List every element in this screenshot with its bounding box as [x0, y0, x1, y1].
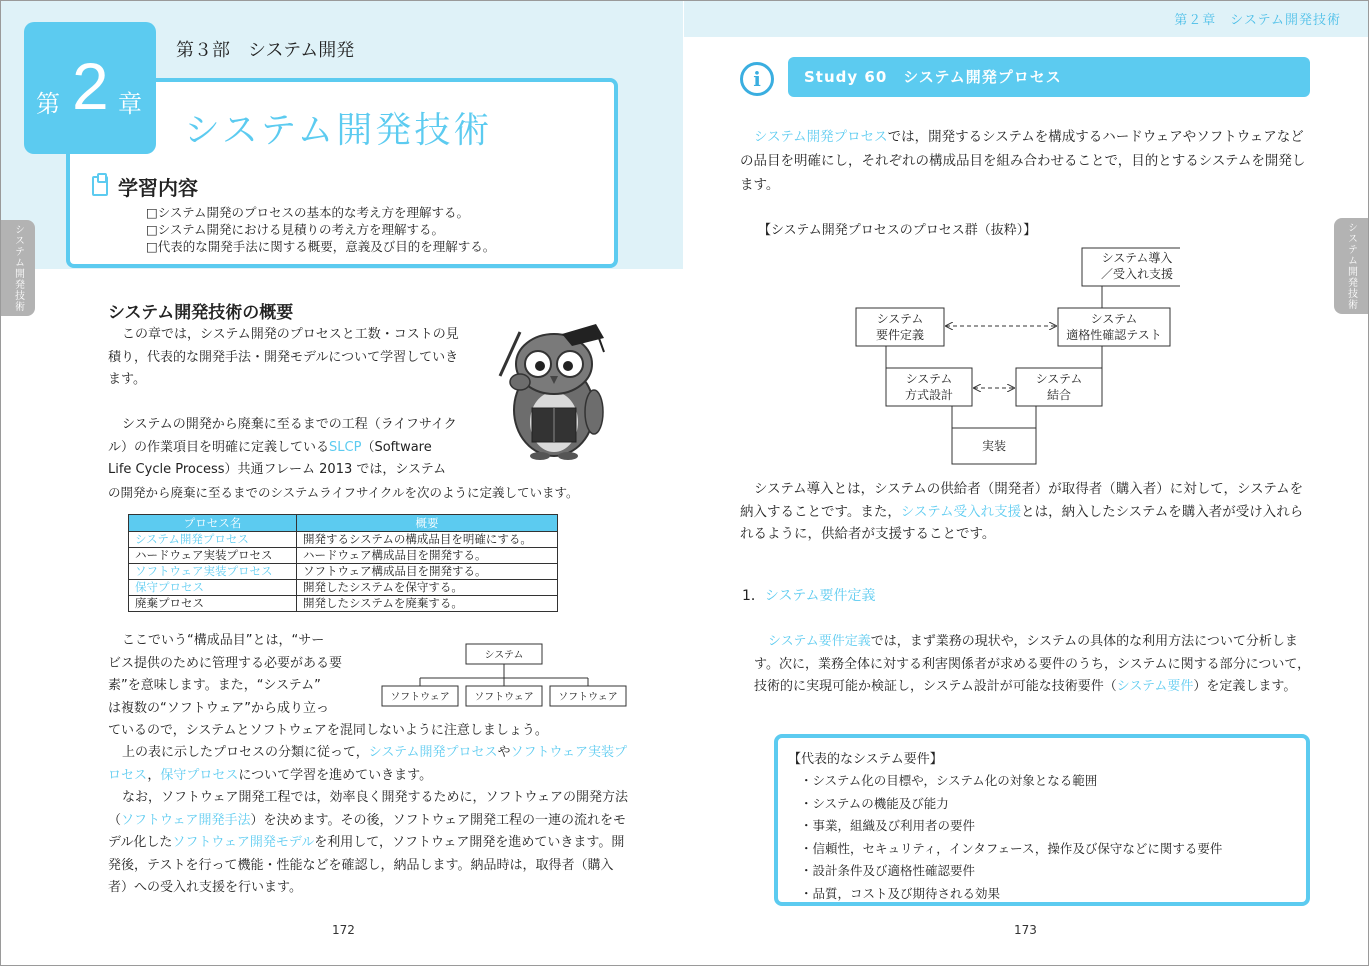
list-item: ・ システム化の目標や，システム化の対象となる範囲: [812, 770, 1222, 793]
page-number-left: 172: [332, 923, 355, 937]
requirements-list: [812, 770, 1222, 905]
table-row: [129, 548, 558, 564]
requirements-box-title: 【代表的なシステム要件】: [788, 752, 943, 767]
term: ソフトウェア開発手法: [121, 812, 251, 828]
section-heading: システム開発技術の概要: [108, 303, 294, 323]
side-tab-right: システム開発技術: [1334, 218, 1368, 314]
sub-heading: 1．システム要件定義: [742, 588, 876, 604]
text-line: 素”を意味します。また，“システム”: [108, 678, 321, 693]
term: システム開発プロセス: [368, 745, 498, 760]
system-tree-diagram: [380, 640, 632, 716]
table-row: [129, 580, 558, 596]
text-line: ます。: [108, 372, 146, 387]
list-item: ・ 設計条件及び適格性確認要件: [812, 860, 1222, 883]
tree-root-label: システム: [484, 650, 524, 661]
term: 保守プロセス: [160, 767, 239, 783]
table-cell: ソフトウェア構成品目を開発する。: [297, 564, 558, 580]
text-line: 積り，代表的な開発手法・開発モデルについて学習していき: [108, 349, 459, 365]
term: システム受入れ支援: [900, 503, 1022, 520]
learning-item: □システム開発における見積りの考え方を理解する。: [146, 222, 445, 237]
chapter-badge: [24, 22, 156, 154]
tree-child-label: ソフトウェア: [390, 692, 450, 703]
term: システム要件定義: [768, 634, 871, 649]
text-line: の開発から廃棄に至るまでのシステムライフサイクルを次のように定義しています。: [108, 484, 579, 500]
learning-item: □システム開発のプロセスの基本的な考え方を理解する。: [146, 205, 470, 220]
list-item: ・ 事業，組織及び利用者の要件: [812, 815, 1222, 838]
classification-paragraph: 上の表に示したプロセスの分類に従って，システム開発プロセスやソフトウェア実装プロセス，保守プロセスについて学習を進めていきます。: [108, 745, 627, 783]
term-slcp: SLCP: [329, 439, 362, 455]
learning-list: [146, 204, 495, 255]
table-cell: 開発するシステムの構成品目を明確にする。: [297, 532, 558, 548]
term: システム要件: [1116, 679, 1194, 694]
study-title: Study 60 システム開発プロセス: [788, 57, 1310, 97]
intro-support-paragraph: システム導入とは，システムの供給者（開発者）が取得者（購入者）に対して，システムを納入することです。また，システム受入れ支援とは，納入したシステムを購入者が受け入れられるように，供給者が支援することです。: [740, 481, 1304, 542]
table-cell: 開発したシステムを廃棄する。: [297, 596, 558, 612]
table-header: プロセス名: [129, 515, 297, 532]
node-label: ／受入れ支援: [1100, 267, 1174, 281]
text-line: は複数の“ソフトウェア”から成り立っ: [108, 700, 329, 716]
text-line: ここでいう“構成品目”とは，“サー: [122, 633, 325, 648]
chapter-sho: 章: [118, 90, 142, 118]
page-number-right: 173: [1014, 923, 1037, 937]
term: システム開発プロセス: [754, 129, 888, 145]
owl-mascot: [492, 312, 622, 462]
text-line: この章では，システム開発のプロセスと工数・コストの見: [122, 327, 459, 342]
list-item: ・ 信頼性，セキュリティ，インタフェース，操作及び保守などに関する要件: [812, 838, 1222, 861]
node-label: システム: [1035, 372, 1083, 386]
info-icon: i: [740, 62, 774, 96]
chapter-dai: 第: [36, 90, 60, 118]
diagram-title: 【システム開発プロセスのプロセス群（抜粋）】: [758, 223, 1037, 238]
clipboard-icon: [92, 176, 108, 196]
requirements-paragraph: システム要件定義では，まず業務の現状や，システムの具体的な利用方法について分析します。次に，業務全体に対する利害関係者が求める要件のうち，システムに関する部分について，技術的に実現可能か検証し，システム設計が可能な技術要件（システム要件）を定義します。: [754, 634, 1311, 694]
process-table: [128, 514, 558, 612]
text-line: ビス提供のために管理する必要がある要: [108, 655, 343, 671]
table-cell: ハードウェア実装プロセス: [129, 548, 297, 564]
side-tab-left: システム開発技術: [1, 220, 35, 316]
node-label: システム: [876, 312, 924, 326]
node-label: システム: [905, 372, 953, 386]
process-group-diagram: [840, 240, 1180, 468]
text-line: ているので，システムとソフトウェアを混同しないように注意しましょう。: [108, 723, 548, 738]
node-label: 適格性確認テスト: [1066, 328, 1162, 342]
text-line: ル）の作業項目を明確に定義しているSLCP（Software: [108, 439, 432, 455]
running-head: 第２章 システム開発技術: [1174, 13, 1341, 28]
tree-child-label: ソフトウェア: [558, 692, 618, 703]
term: ソフトウェア開発モデル: [172, 835, 315, 850]
requirements-box: [774, 734, 1310, 906]
process-intro-paragraph: システム開発プロセスでは，開発するシステムを構成するハードウェアやソフトウェアなどの品目を明確にし，それぞれの構成品目を組み合わせることで，目的とするシステムを開発します。: [740, 129, 1306, 193]
table-cell: システム開発プロセス: [129, 532, 297, 548]
table-row: [129, 596, 558, 612]
chapter-title: システム開発技術: [184, 110, 493, 151]
dev-method-paragraph: なお，ソフトウェア開発工程では，効率良く開発するために，ソフトウェアの開発方法（ソフトウェア開発手法）を決めます。その後，ソフトウェア開発工程の一連の流れをモデル化したソフトウェア開発モデルを利用して，ソフトウェア開発を進めていきます。開発後，テストを行って機能・性能などを確認し，納品します。納品時は，取得者（購入者）への受入れ支援を行います。: [108, 790, 628, 895]
node-label: 方式設計: [904, 388, 954, 402]
list-item: ・ 品質，コスト及び期待される効果: [812, 883, 1222, 906]
sub-heading-term: システム要件定義: [764, 588, 876, 604]
node-label: システム導入: [1101, 251, 1173, 265]
table-header-row: [129, 515, 558, 532]
table-row: [129, 532, 558, 548]
table-row: [129, 564, 558, 580]
node-label: 実装: [981, 439, 1007, 453]
table-cell: ハードウェア構成品目を開発する。: [297, 548, 558, 564]
chapter-number: 2: [72, 49, 109, 123]
intro-paragraph: [108, 324, 482, 392]
node-label: 要件定義: [875, 328, 925, 342]
text-line: Life Cycle Process）共通フレーム 2013 では，システム: [108, 462, 447, 477]
table-cell: 廃棄プロセス: [129, 596, 297, 612]
table-cell: 保守プロセス: [129, 580, 297, 596]
tree-child-label: ソフトウェア: [474, 692, 534, 703]
term: ソフトウェア実装プロセス: [108, 745, 627, 783]
node-label: システム: [1090, 312, 1138, 326]
part-title: 第３部 システム開発: [176, 40, 355, 61]
learning-item: □代表的な開発手法に関する概要，意義及び目的を理解する。: [146, 239, 496, 254]
text-line: システムの開発から廃棄に至るまでの工程（ライフサイク: [122, 417, 457, 432]
learning-heading: 学習内容: [118, 176, 198, 200]
table-cell: 開発したシステムを保守する。: [297, 580, 558, 596]
list-item: ・ システムの機能及び能力: [812, 793, 1222, 816]
node-label: 結合: [1046, 388, 1072, 402]
table-cell: ソフトウェア実装プロセス: [129, 564, 297, 580]
table-header: 概要: [297, 515, 558, 532]
